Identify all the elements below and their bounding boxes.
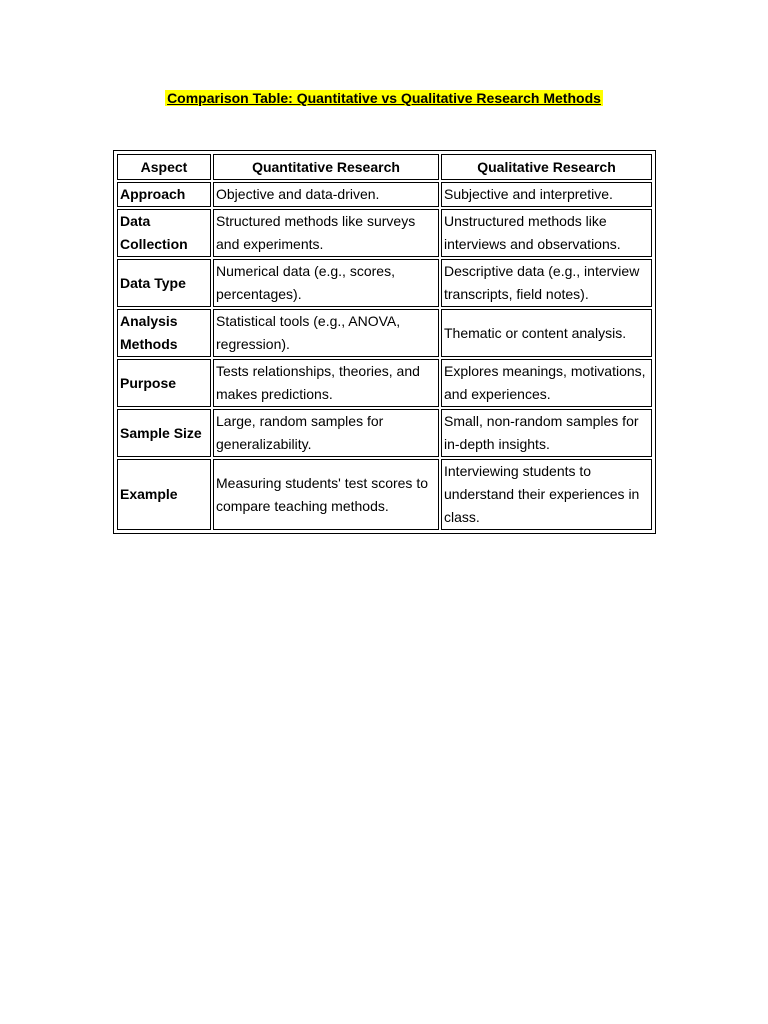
row-qualitative: Small, non-random samples for in-depth insights.	[441, 409, 652, 457]
table-row	[117, 182, 652, 207]
row-aspect: Purpose	[117, 359, 211, 407]
header-aspect: Aspect	[117, 154, 211, 180]
table-row	[117, 209, 652, 257]
table-row	[117, 459, 652, 530]
row-aspect: Data Collection	[117, 209, 211, 257]
row-qualitative: Explores meanings, motivations, and experiences.	[441, 359, 652, 407]
page-title-text: Comparison Table: Quantitative vs Qualitative Research Methods	[167, 90, 601, 106]
row-quantitative: Structured methods like surveys and experiments.	[213, 209, 439, 257]
comparison-table-frame	[113, 150, 656, 534]
page-title	[0, 88, 768, 108]
row-qualitative: Unstructured methods like interviews and observations.	[441, 209, 652, 257]
row-quantitative: Measuring students' test scores to compare teaching methods.	[213, 459, 439, 530]
table-row	[117, 359, 652, 407]
row-quantitative: Tests relationships, theories, and makes predictions.	[213, 359, 439, 407]
header-quantitative: Quantitative Research	[213, 154, 439, 180]
table-header-row	[117, 154, 652, 180]
row-aspect: Data Type	[117, 259, 211, 307]
table-row	[117, 259, 652, 307]
row-quantitative: Numerical data (e.g., scores, percentages).	[213, 259, 439, 307]
row-aspect: Analysis Methods	[117, 309, 211, 357]
header-qualitative: Qualitative Research	[441, 154, 652, 180]
row-qualitative: Thematic or content analysis.	[441, 309, 652, 357]
table-row	[117, 409, 652, 457]
row-qualitative: Subjective and interpretive.	[441, 182, 652, 207]
comparison-table	[115, 152, 654, 532]
row-qualitative: Descriptive data (e.g., interview transcripts, field notes).	[441, 259, 652, 307]
row-quantitative: Objective and data-driven.	[213, 182, 439, 207]
row-aspect: Approach	[117, 182, 211, 207]
row-quantitative: Large, random samples for generalizability.	[213, 409, 439, 457]
row-qualitative: Interviewing students to understand their experiences in class.	[441, 459, 652, 530]
row-aspect: Sample Size	[117, 409, 211, 457]
row-quantitative: Statistical tools (e.g., ANOVA, regression).	[213, 309, 439, 357]
row-aspect: Example	[117, 459, 211, 530]
table-row	[117, 309, 652, 357]
